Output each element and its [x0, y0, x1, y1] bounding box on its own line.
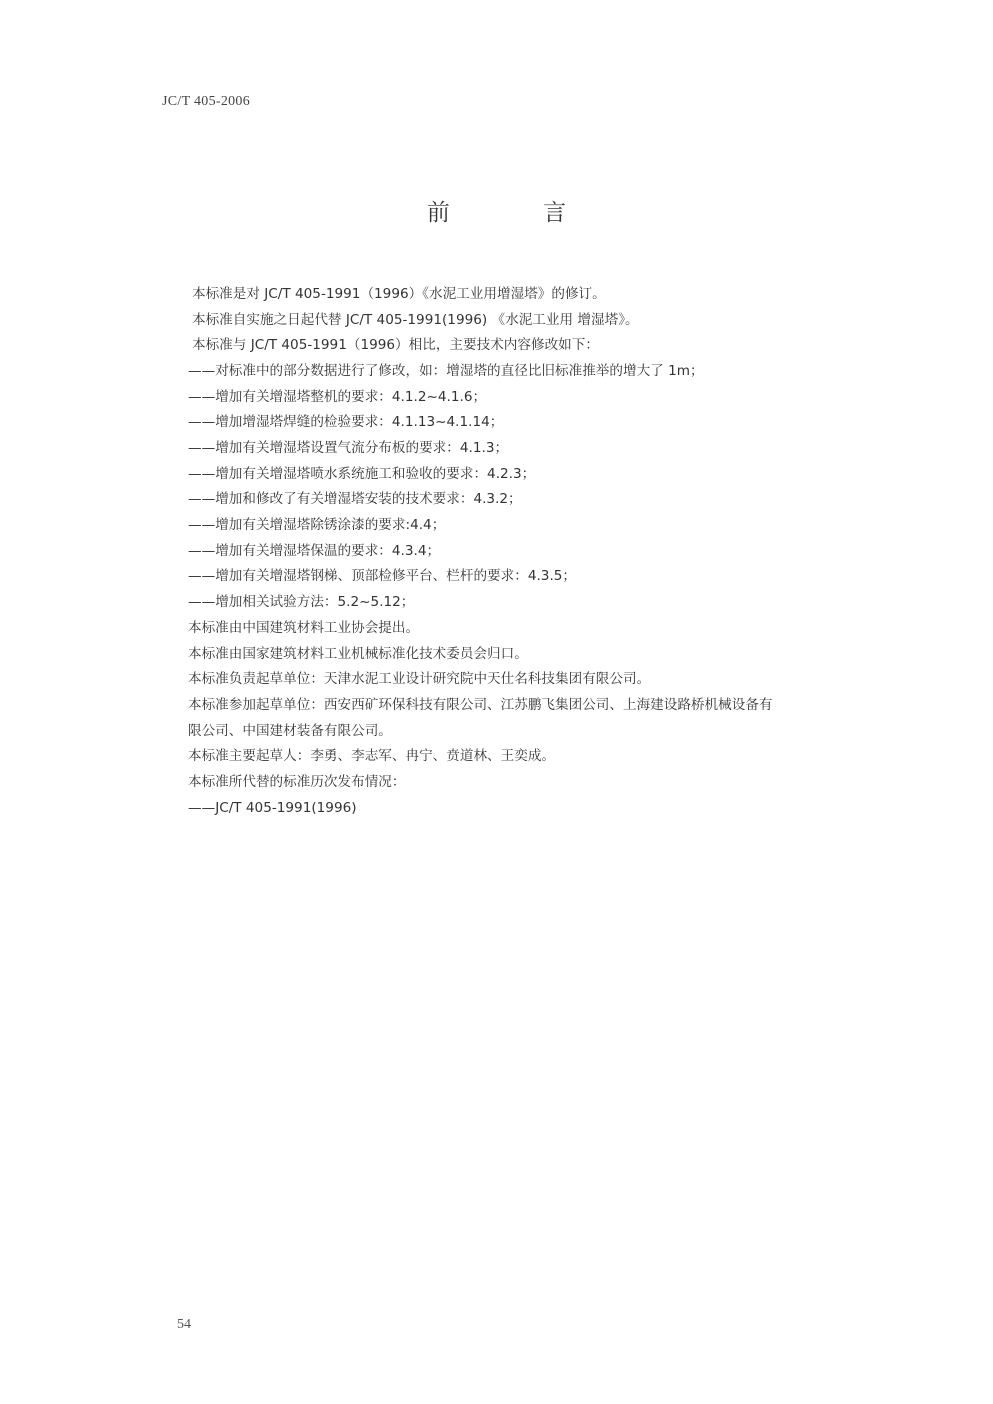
- change-item-test-methods: ——增加相关试验方法：5.2~5.12；: [188, 594, 415, 610]
- document-code-header: JC/T 405-2006: [162, 94, 251, 109]
- paragraph-participating-drafters-cont: 限公司、中国建材装备有限公司。: [188, 723, 392, 739]
- paragraph-changes-intro: 本标准与 JC/T 405-1991（1996）相比，主要技术内容修改如下：: [192, 337, 599, 353]
- paragraph-centralized-by: 本标准由国家建筑材料工业机械标准化技术委员会归口。: [188, 646, 528, 662]
- paragraph-participating-drafters: 本标准参加起草单位：西安西矿环保科技有限公司、江苏鹏飞集团公司、上海建设路桥机械设备有: [188, 697, 773, 713]
- change-item-weld-inspection: ——增加增湿塔焊缝的检验要求：4.1.13~4.1.14；: [188, 414, 504, 430]
- history-item-1991: ——JC/T 405-1991(1996): [188, 800, 357, 816]
- change-item-spray-system: ——增加有关增湿塔喷水系统施工和验收的要求：4.2.3；: [188, 466, 536, 482]
- page-number: 54: [177, 1317, 191, 1332]
- change-item-data-revision: ——对标准中的部分数据进行了修改，如：增湿塔的直径比旧标准推举的增大了 1m；: [188, 363, 704, 379]
- change-item-rust-paint: ——增加有关增湿塔除锈涂漆的要求:4.4；: [188, 517, 446, 533]
- change-item-ladder-platform: ——增加有关增湿塔钢梯、顶部检修平台、栏杆的要求：4.3.5；: [188, 568, 577, 584]
- paragraph-main-drafters: 本标准主要起草人：李勇、李志军、冉宁、贲道林、王奕成。: [188, 748, 556, 764]
- paragraph-replaced-history: 本标准所代替的标准历次发布情况：: [188, 774, 406, 790]
- preface-title: 前 言: [426, 200, 610, 226]
- paragraph-revision-note: 本标准是对 JC/T 405-1991（1996）《水泥工业用增湿塔》的修订。: [192, 286, 606, 302]
- change-item-insulation: ——增加有关增湿塔保温的要求：4.3.4；: [188, 543, 441, 559]
- paragraph-lead-drafter: 本标准负责起草单位：天津水泥工业设计研究院中天仕名科技集团有限公司。: [188, 671, 651, 687]
- change-item-airflow-plate: ——增加有关增湿塔设置气流分布板的要求：4.1.3；: [188, 440, 509, 456]
- change-item-machine-requirements: ——增加有关增湿塔整机的要求：4.1.2~4.1.6；: [188, 389, 487, 405]
- change-item-installation: ——增加和修改了有关增湿塔安装的技术要求：4.3.2；: [188, 491, 522, 507]
- paragraph-proposed-by: 本标准由中国建筑材料工业协会提出。: [188, 620, 420, 636]
- paragraph-replacement-note: 本标准自实施之日起代替 JC/T 405-1991(1996) 《水泥工业用 增湿塔》。: [192, 312, 639, 328]
